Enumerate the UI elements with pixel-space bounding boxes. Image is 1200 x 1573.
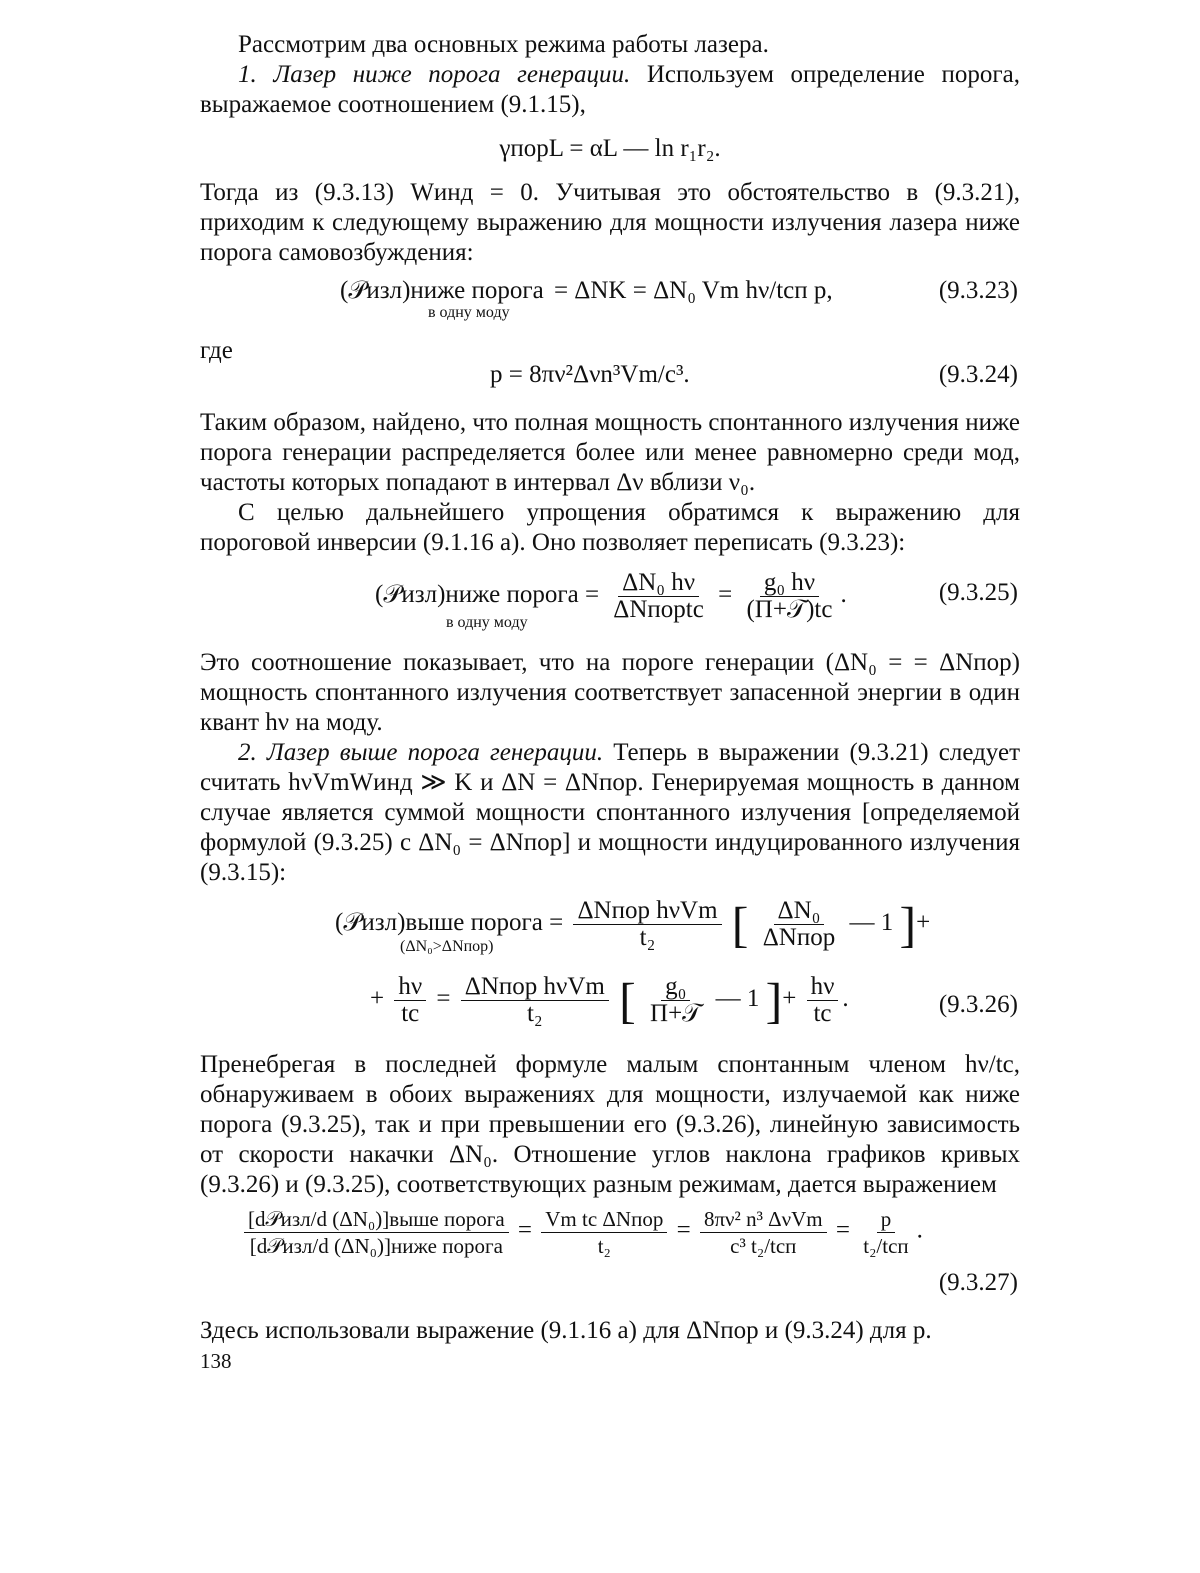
equation-9-3-23 <box>200 276 1020 336</box>
eq26-fraction-e <box>646 974 705 1027</box>
eq25-number: (9.3.25) <box>938 579 1018 606</box>
eq26-minus-one-a: — 1 <box>849 909 894 937</box>
paragraph-below-threshold <box>200 60 1020 120</box>
eq27-b-numerator: Vm tc ΔNпор <box>541 1206 667 1233</box>
eq27-a-numerator: [d𝒫изл/d (ΔN₀)]выше порога <box>244 1206 509 1233</box>
eq27-a-denominator: [d𝒫изл/d (ΔN₀)]ниже порога <box>249 1234 503 1258</box>
eq26-fraction-c <box>394 974 426 1027</box>
paragraph-above-threshold <box>200 738 1020 888</box>
eq25-lhs-subscript: в одну моду <box>446 614 528 631</box>
eq27-number: (9.3.27) <box>938 1269 1018 1296</box>
eq25-lhs: (𝒫изл)ниже порога <box>375 581 579 609</box>
paragraph-closing: Здесь использовали выражение (9.1.16 а) для ΔNпор и (9.3.24) для p. <box>200 1317 932 1344</box>
equation-9-3-25: (𝒫изл)ниже порога = $\frac{\text{ΔN₀ hν}}{\text{ΔNпорtc}}$ = $\frac{\text{g₀ hν}}{\text{(Π+𝒯)tc}}$ . в одну моду (9.3.25) <box>375 569 1018 631</box>
eq26-b-denominator: ΔNпор <box>762 924 836 951</box>
eq26-line-2: + $\frac{h\nu}{tc}$ = $\frac{\text{ΔNпор hνVm}}{\text{t₂}}$ [ $\frac{\text{g₀}}{\text{Π+𝒯}}$ — 1 ]+ $\frac{h\nu}{tc}$ . <box>370 972 849 1029</box>
eq27-body: $\frac{\text{[d𝒫изл/d (ΔN₀)]выше порога}}{\text{[d𝒫изл/d (ΔN₀)]ниже порога}}$ = $\frac{\text{Vm tc ΔNпор}}{\text{t₂}}$ = $\frac{\text{8πν² n³ ΔνVm}}{\text{c³ t₂/tсп}}$ = $\frac{p}{\text{t₂/tсп}}$ . <box>240 1206 923 1259</box>
eq26-d-numerator: ΔNпор hνVm <box>461 974 609 1001</box>
eq27-d-numerator: p <box>877 1206 896 1233</box>
eq27-fraction-d <box>859 1206 912 1259</box>
eq26-number: (9.3.26) <box>938 991 1018 1018</box>
paragraph-winduced: Тогда из (9.3.13) Wинд = 0. Учитывая это обстоятельство в (9.3.21), приходим к следующему выражению для мощности излучения лазера ниже порога самовозбуждения: <box>200 179 1020 266</box>
paragraph-below-threshold-text: Используем определение порога, выражаемое соотношением (9.1.15), <box>200 61 1020 118</box>
section-title-above-threshold: 2. Лазер выше порога генерации. <box>238 739 604 766</box>
eq27-b-denominator: t₂ <box>597 1234 611 1258</box>
eq25-f1-numerator: ΔN₀ hν <box>618 570 699 597</box>
eq23-lhs: (𝒫изл)ниже порога <box>340 277 544 304</box>
eq25-f1-denominator: ΔNпорtc <box>613 596 704 623</box>
page-body <box>200 30 1020 1346</box>
eq26-lhs-subscript: (ΔN₀>ΔNпор) <box>400 938 494 955</box>
paragraph-intro: Рассмотрим два основных режима работы лазера. <box>238 31 769 58</box>
eq25-f2-numerator: g₀ hν <box>760 570 819 597</box>
paragraph-simplification: С целью дальнейшего упрощения обратимся к выражению для пороговой инверсии (9.1.16 а). Оно позволяет переписать (9.3.23): <box>200 499 1020 556</box>
eq26-fraction-a <box>573 898 721 951</box>
paragraph-above-threshold-text: Теперь в выражении (9.3.21) следует считать hνVmWинд ≫ K и ΔN = ΔNпор. Генерируемая мощность в данном случае является суммой мощности спонтанного излучения [определяемой формулой (9.3.25) с ΔN₀ = ΔNпор] и мощности индуцированного излучения (9.3.15): <box>200 739 1020 886</box>
eq27-fraction-a <box>244 1206 509 1259</box>
eq23-number: (9.3.23) <box>938 277 1018 304</box>
eq26-minus-one-b: — 1 <box>715 985 760 1013</box>
eq26-b-numerator: ΔN₀ <box>774 898 825 925</box>
eq27-c-numerator: 8πν² n³ ΔνVm <box>700 1206 827 1233</box>
eq27-fraction-c <box>700 1206 827 1259</box>
eq26-e-denominator: Π+𝒯 <box>650 1000 702 1027</box>
eq25-fraction-2 <box>742 570 836 623</box>
eq23-lhs-subscript: в одну моду <box>428 304 510 321</box>
paragraph-linear-dependence: Пренебрегая в последней формуле малым спонтанным членом hν/tc, обнаруживаем в обоих выражениях для мощности, излучаемой как ниже порога (9.3.25), так и при превышении его (9.3.26), линейную зависимость от скорости накачки ΔN₀. Отношение углов наклона графиков кривых (9.3.26) и (9.3.25), соответствующих разным режимам, дается выражением <box>200 1051 1020 1198</box>
eq26-fraction-f <box>807 974 839 1027</box>
eq26-fraction-d <box>461 974 609 1027</box>
eq26-f-numerator: hν <box>807 974 839 1001</box>
page-number: 138 <box>200 1349 232 1373</box>
eq24-body: p = 8πν²Δνn³Vm/c³. <box>490 361 690 388</box>
eq26-c-denominator: tc <box>401 1000 420 1027</box>
eq26-a-denominator: t₂ <box>639 924 656 951</box>
section-title-below-threshold: 1. Лазер ниже порога генерации. <box>238 61 631 88</box>
eq26-e-numerator: g₀ <box>661 974 690 1001</box>
eq26-c-numerator: hν <box>394 974 426 1001</box>
equation-threshold-body: γпорL = αL — ln r₁r₂. <box>499 135 721 162</box>
eq26-lhs: (𝒫изл)выше порога <box>335 909 543 937</box>
eq26-d-denominator: t₂ <box>526 1000 543 1027</box>
eq27-d-denominator: t₂/tсп <box>863 1234 909 1258</box>
equation-9-3-24 <box>200 336 1020 396</box>
equation-threshold <box>200 134 1020 164</box>
eq26-line-1: (𝒫изл)выше порога = $\frac{\text{ΔNпор hνVm}}{\text{t₂}}$ [ $\frac{\text{ΔN₀}}{\text{ΔNпор}}$ — 1 ]+ <box>335 896 931 953</box>
eq26-fraction-b <box>759 898 840 951</box>
paragraph-threshold-energy: Это соотношение показывает, что на пороге генерации (ΔN₀ = = ΔNпор) мощность спонтанного излучения соответствует запасенной энергии в один квант hν на моду. <box>200 649 1020 736</box>
eq27-fraction-b <box>541 1206 667 1259</box>
eq25-f2-denominator: (Π+𝒯)tc <box>746 596 833 623</box>
eq24-number: (9.3.24) <box>938 361 1018 388</box>
paragraph-distribution: Таким образом, найдено, что полная мощность спонтанного излучения ниже порога генерации распределяется более или менее равномерно среди мод, частоты которых попадают в интервал Δν вблизи ν₀. <box>200 409 1020 496</box>
eq26-a-numerator: ΔNпор hνVm <box>573 898 721 925</box>
eq27-c-denominator: c³ t₂/tсп <box>730 1234 797 1258</box>
eq26-f-denominator: tc <box>813 1000 832 1027</box>
eq25-fraction-1 <box>609 570 708 623</box>
equation-9-3-27 <box>200 1206 1020 1306</box>
where-label: где <box>200 337 233 364</box>
equation-9-3-26 <box>200 898 1020 1048</box>
eq23-rhs: = ΔNK = ΔN₀ Vm hν/tсп p, <box>553 277 833 304</box>
